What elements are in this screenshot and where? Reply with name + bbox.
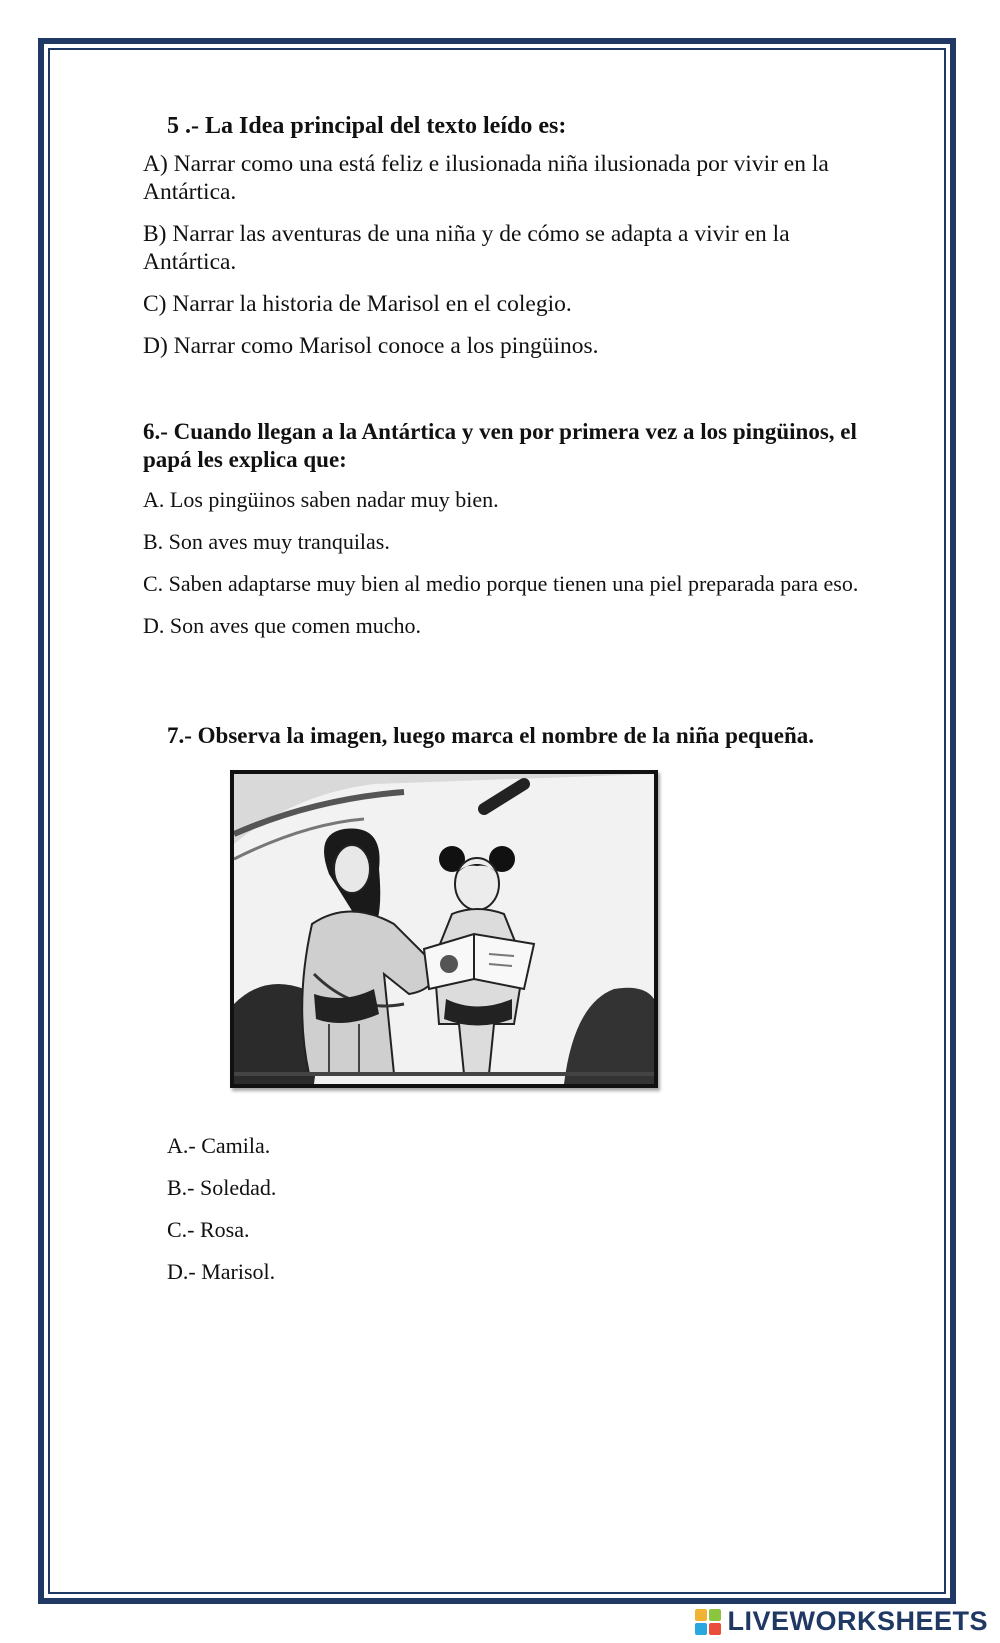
question-7-options — [167, 1132, 276, 1300]
footer-brand — [695, 1606, 988, 1637]
question-5-title: 5 .- La Idea principal del texto leído es: — [167, 113, 567, 139]
illustration-mother-and-girl — [230, 770, 658, 1088]
question-6-title: 6.- Cuando llegan a la Antártica y ven por primera vez a los pingüinos, el papá les explica que: — [143, 419, 857, 472]
question-5 — [143, 112, 863, 374]
question-5-option-d[interactable]: D) Narrar como Marisol conoce a los pingüinos. — [143, 333, 599, 359]
question-5-option-c[interactable]: C) Narrar la historia de Marisol en el colegio. — [143, 291, 572, 317]
liveworksheets-logo-icon — [695, 1609, 721, 1635]
question-6-option-b[interactable]: B. Son aves muy tranquilas. — [143, 529, 390, 554]
footer-brand-text: LIVEWORKSHEETS — [727, 1606, 988, 1636]
question-7-option-d[interactable]: D.- Marisol. — [167, 1259, 276, 1284]
question-6 — [143, 418, 863, 654]
question-6-option-c[interactable]: C. Saben adaptarse muy bien al medio porque tienen una piel preparada para eso. — [143, 571, 859, 596]
question-7-title: 7.- Observa la imagen, luego marca el nombre de la niña pequeña. — [167, 723, 814, 748]
question-7-option-b[interactable]: B.- Soledad. — [167, 1175, 277, 1200]
question-5-option-a[interactable]: A) Narrar como una está feliz e ilusionada niña ilusionada por vivir en la Antártica. — [143, 151, 829, 205]
question-7-option-a[interactable]: A.- Camila. — [167, 1133, 271, 1158]
question-7 — [167, 722, 867, 750]
question-5-option-b[interactable]: B) Narrar las aventuras de una niña y de cómo se adapta a vivir en la Antártica. — [143, 221, 790, 275]
illustration-drawing — [234, 774, 654, 1084]
question-7-option-c[interactable]: C.- Rosa. — [167, 1217, 250, 1242]
question-6-option-d[interactable]: D. Son aves que comen mucho. — [143, 613, 421, 638]
question-6-option-a[interactable]: A. Los pingüinos saben nadar muy bien. — [143, 487, 499, 512]
